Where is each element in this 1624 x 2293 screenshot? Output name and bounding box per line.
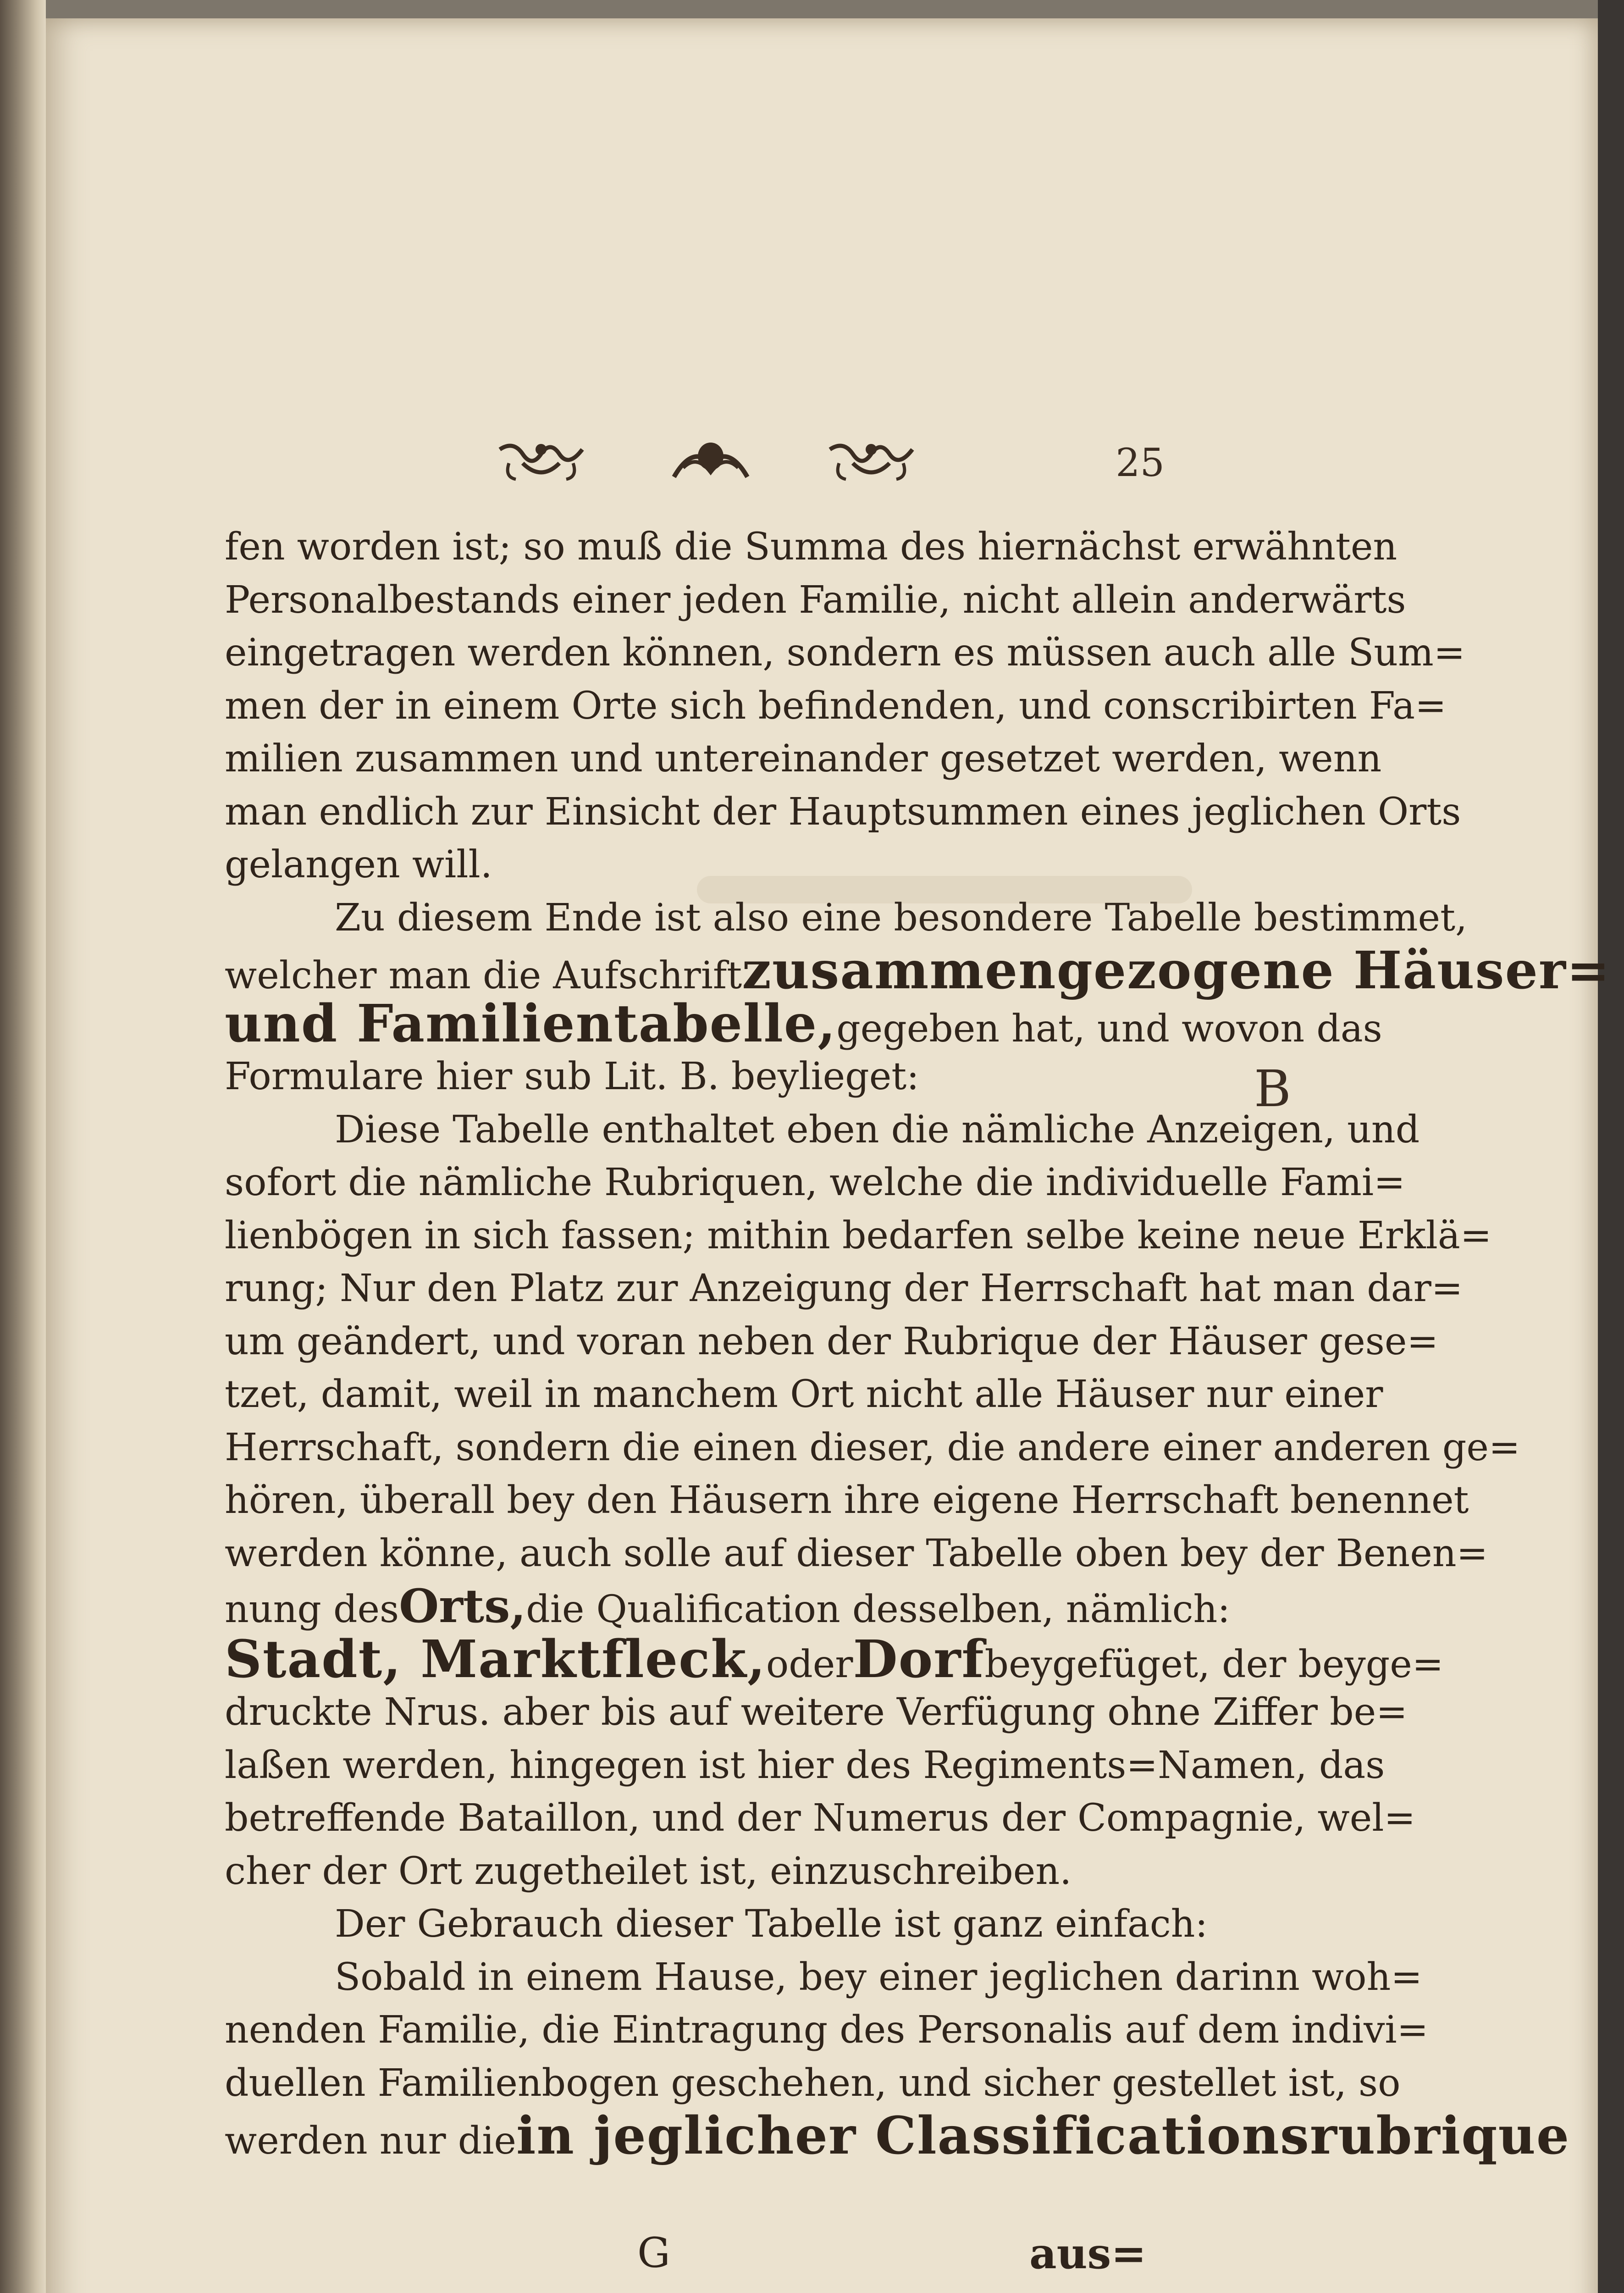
text-line: men der in einem Orte sich befindenden, und conscribirten Fa= <box>225 684 1447 728</box>
text-line: milien zusammen und untereinander gesetzet werden, wenn <box>225 737 1382 781</box>
text-line: und Familientabelle, gegeben hat, und wovon das <box>225 993 1382 1054</box>
paragraph-start: Sobald in einem Hause, bey einer jeglichen darinn woh= <box>335 1955 1423 1999</box>
text-line: nenden Familie, die Eintragung des Personalis auf dem indivi= <box>225 2008 1429 2052</box>
text-line: lienbögen in sich fassen; mithin bedarfen selbe keine neue Erklä= <box>225 1213 1492 1257</box>
text-line: Formulare hier sub Lit. B. beylieget: <box>225 1055 919 1098</box>
text-line: Herrschaft, sondern die einen dieser, die andere einer anderen ge= <box>225 1425 1520 1469</box>
text-line: werden nur die in jeglicher Classificationsrubrique <box>225 2106 1570 2166</box>
emphasis-text: in jeglicher Classificationsrubrique <box>516 2106 1570 2166</box>
text-line: nung des Orts, die Qualification desselben, nämlich: <box>225 1579 1230 1633</box>
paragraph-start: Diese Tabelle enthaltet eben die nämliche Anzeigen, und <box>335 1108 1420 1152</box>
text-line: Personalbestands einer jeden Familie, nicht allein anderwärts <box>225 578 1406 622</box>
body-text <box>225 521 1611 2166</box>
margin-note: B <box>1254 1059 1291 1118</box>
paragraph-start: Zu diesem Ende ist also eine besondere Tabelle bestimmet, <box>335 896 1468 940</box>
paragraph-start: Der Gebrauch dieser Tabelle ist ganz einfach: <box>335 1902 1208 1946</box>
emphasis-text: Dorf <box>853 1629 985 1689</box>
text-line: gelangen will. <box>225 843 492 886</box>
catchword: aus= <box>1029 2229 1147 2278</box>
text-line: duellen Familienbogen geschehen, und sicher gestellet ist, so <box>225 2061 1401 2105</box>
text-line: man endlich zur Einsicht der Hauptsummen eines jeglichen Orts <box>225 790 1461 834</box>
emphasis-text: und Familientabelle, <box>225 993 837 1054</box>
text-line: laßen werden, hingegen ist hier des Regiments=Namen, das <box>225 1743 1385 1787</box>
book-gutter <box>0 0 46 2293</box>
text-line: eingetragen werden können, sondern es müssen auch alle Sum= <box>225 631 1465 675</box>
background-edge <box>1598 0 1624 2293</box>
text-line: druckte Nrus. aber bis auf weitere Verfügung ohne Ziffer be= <box>225 1690 1408 1734</box>
text-line: tzet, damit, weil in manchem Ort nicht alle Häuser nur einer <box>225 1373 1383 1416</box>
emphasis-text: zusammengezogene Häuser= <box>742 941 1611 1001</box>
fleuron-icon <box>825 436 917 486</box>
text-line: rung; Nur den Platz zur Anzeigung der Herrschaft hat man dar= <box>225 1267 1463 1310</box>
text-line: Stadt, Marktfleck, oder Dorf beygefüget, der beyge= <box>225 1629 1444 1689</box>
page-number: 25 <box>1116 440 1165 485</box>
text-line: werden könne, auch solle auf dieser Tabelle oben bey der Benen= <box>225 1531 1488 1575</box>
fleuron-icon <box>495 436 587 486</box>
fleuron-icon <box>665 436 757 486</box>
text-line: fen worden ist; so muß die Summa des hiernächst erwähnten <box>225 525 1398 569</box>
text-line: hören, überall bey den Häusern ihre eigene Herrschaft benennet <box>225 1479 1469 1522</box>
text-line: um geändert, und voran neben der Rubrique der Häuser gese= <box>225 1319 1439 1363</box>
signature-mark: G <box>637 2229 670 2277</box>
emphasis-text: Stadt, Marktfleck, <box>225 1629 766 1689</box>
text-line: sofort die nämliche Rubriquen, welche die individuelle Fami= <box>225 1161 1405 1204</box>
text-line: betreffende Bataillon, und der Numerus der Compagnie, wel= <box>225 1796 1416 1840</box>
text-line: cher der Ort zugetheilet ist, einzuschreiben. <box>225 1849 1072 1893</box>
page-header <box>495 431 1165 495</box>
text-line: welcher man die Aufschrift zusammengezogene Häuser= <box>225 941 1611 1001</box>
emphasis-text: Orts, <box>399 1579 526 1633</box>
